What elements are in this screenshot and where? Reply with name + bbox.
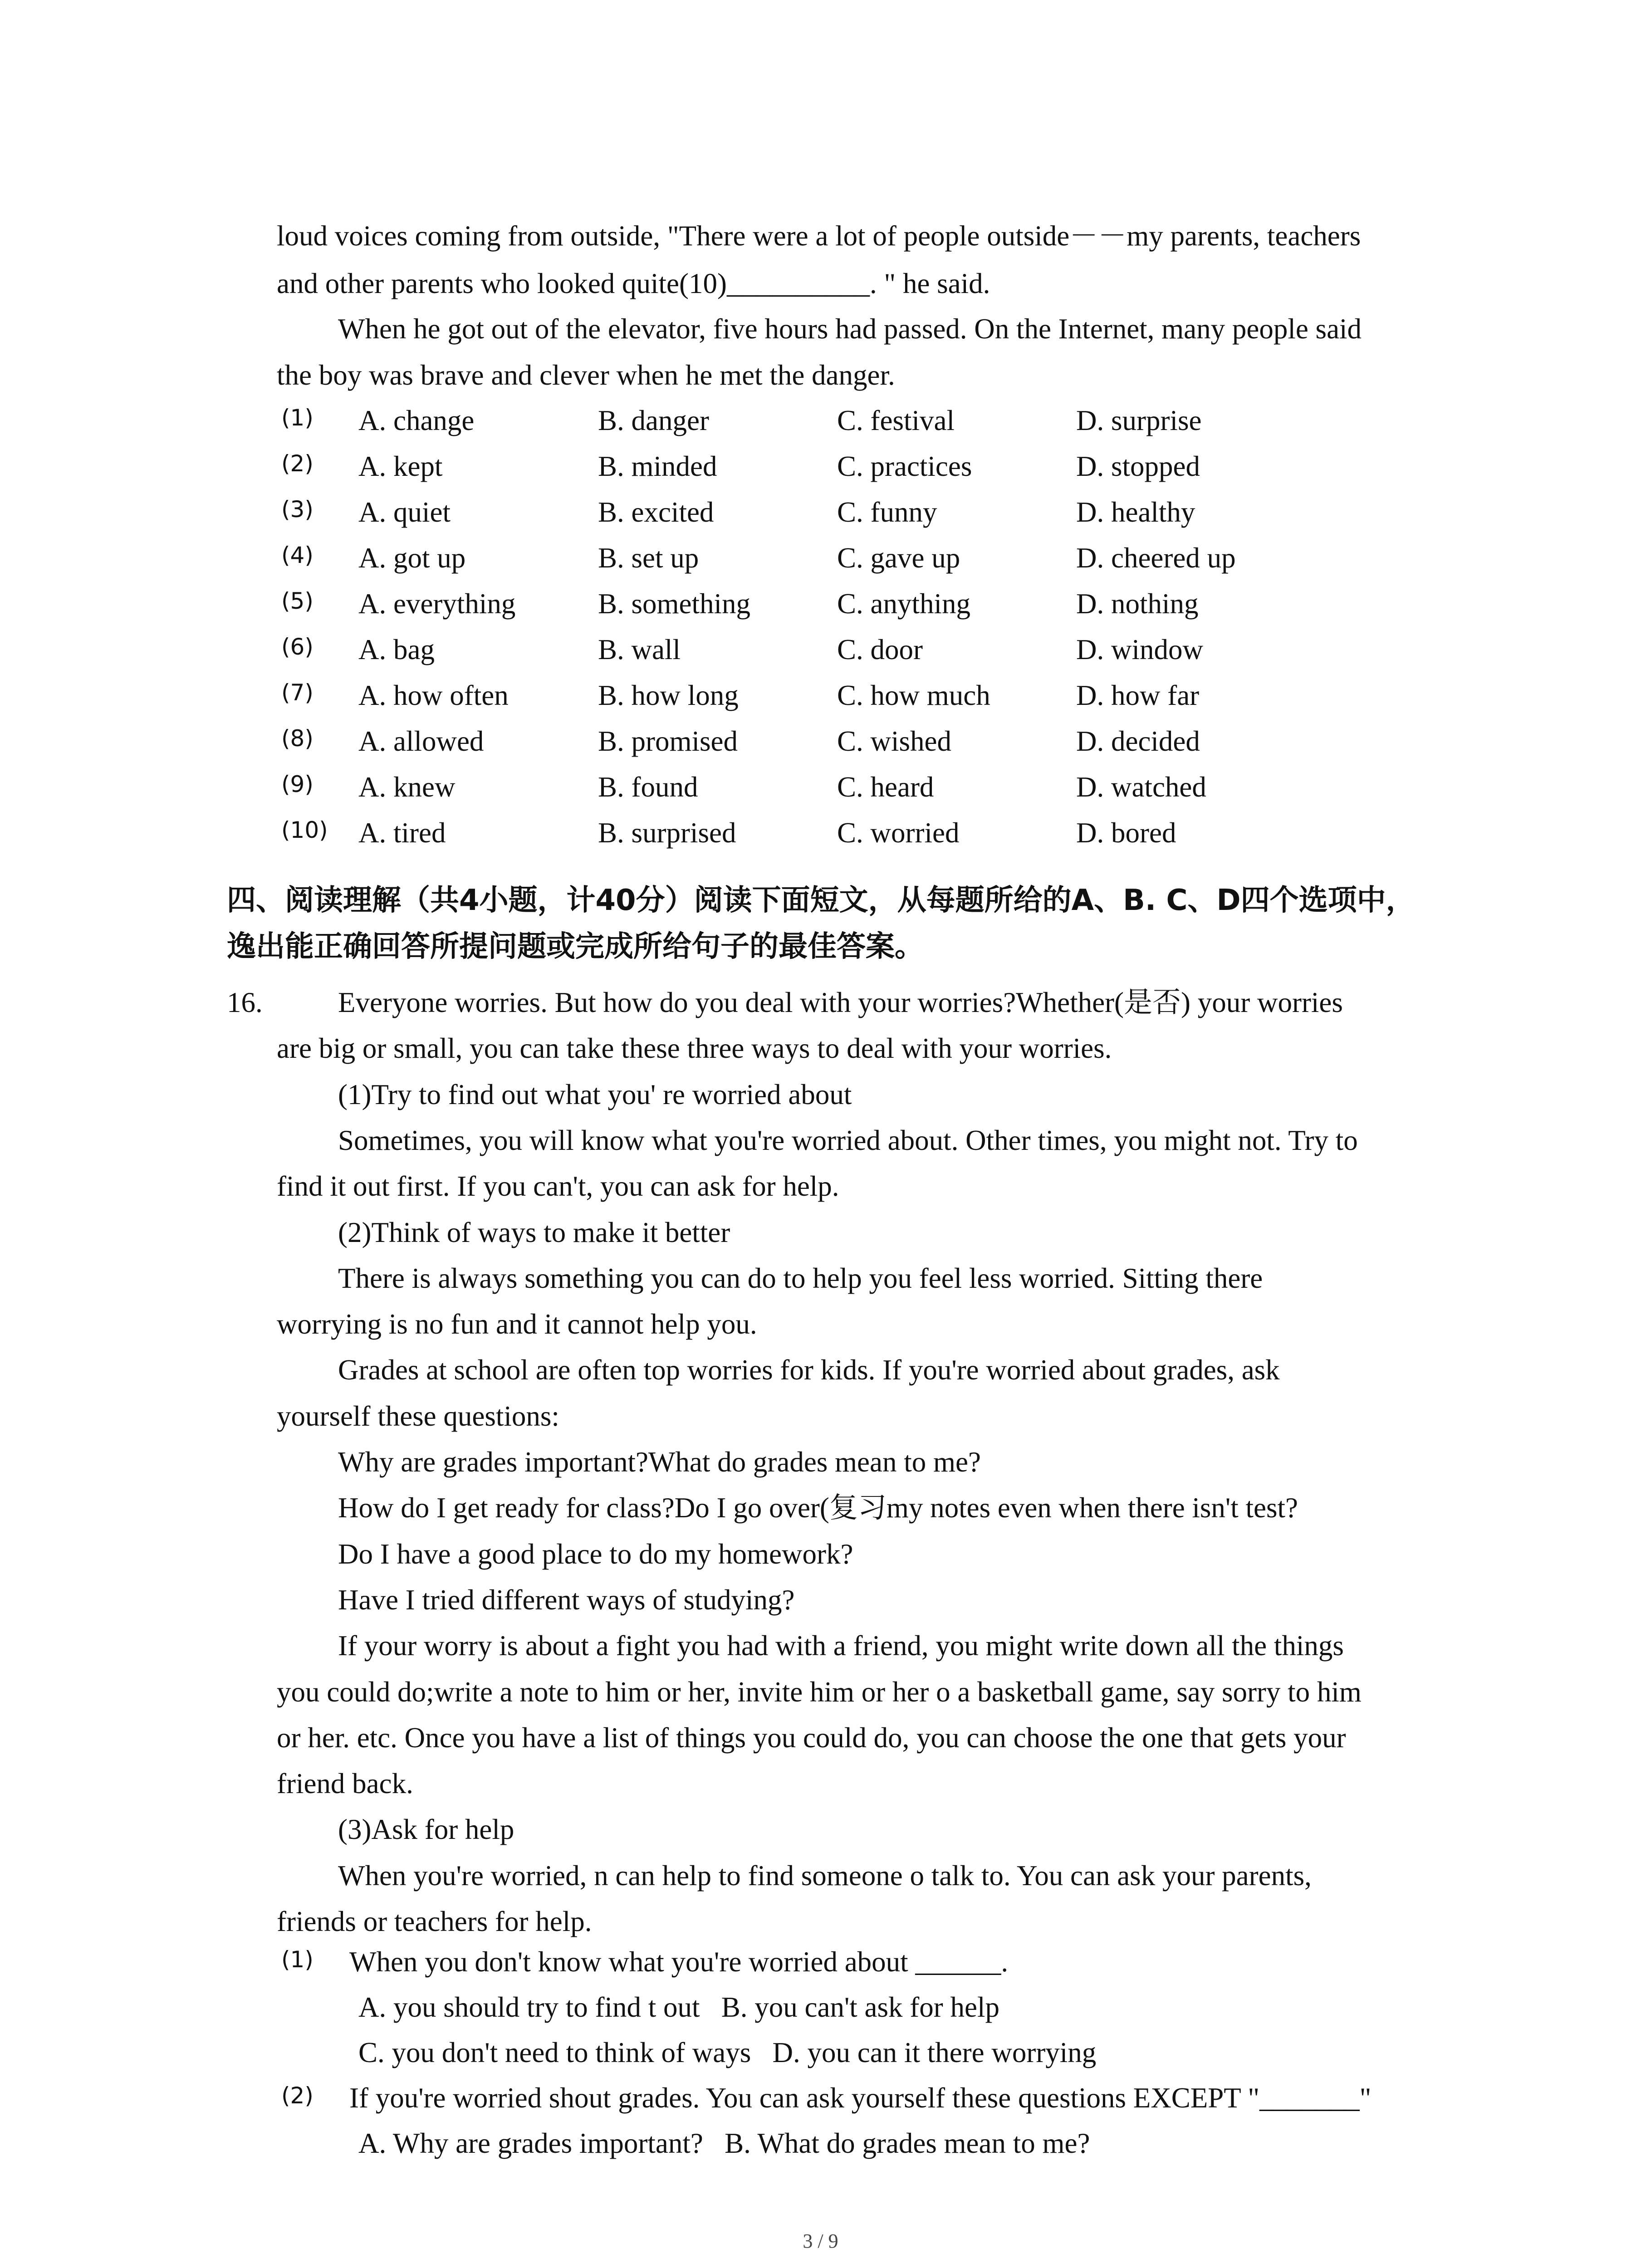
passage-line: the boy was brave and clever when he met the danger. [277,359,895,391]
passage-line: and other parents who looked quite(10)__________. " he said. [277,268,990,299]
cloze-item-number: (3) [281,496,314,523]
cloze-option-row [0,494,1641,530]
passage-line: When you're worried, n can help to find someone o talk to. You can ask your parents, [338,1860,1312,1892]
cloze-option-row [0,402,1641,439]
passage-line: (2)Think of ways to make it better [338,1217,730,1248]
cloze-item-number: (6) [281,634,314,660]
cloze-option-c: C. practices [837,450,972,482]
cloze-item-number: (2) [281,450,314,477]
cloze-option-c: C. door [837,634,923,665]
passage-line: Sometimes, you will know what you're worried about. Other times, you might not. Try to [338,1124,1358,1156]
cloze-option-row [0,769,1641,805]
cloze-option-d: D. how far [1076,679,1200,711]
cloze-option-b: B. minded [598,450,717,482]
passage-line: you could do;write a note to him or her, invite him or her o a basketball game, say sorry to him [277,1676,1362,1708]
passage-line: friend back. [277,1768,413,1799]
cloze-option-a: A. everything [358,588,516,620]
passage-line: worrying is no fun and it cannot help you. [277,1308,757,1340]
cloze-option-a: A. allowed [358,725,484,757]
cloze-option-c: C. worried [837,817,960,849]
cloze-option-a: A. kept [358,450,443,482]
passage-line: There is always something you can do to help you feel less worried. Sitting there [338,1262,1263,1294]
cloze-option-b: B. something [598,588,751,620]
answer-options: A. Why are grades important? B. What do grades mean to me? [358,2127,1090,2159]
passage-line: How do I get ready for class?Do I go over(复习my notes even when there isn't test? [338,1492,1298,1524]
cloze-item-number: (5) [281,588,314,614]
passage-line: Why are grades important?What do grades mean to me? [338,1446,981,1478]
cloze-option-a: A. bag [358,634,435,665]
subquestion-number: (1) [281,1946,314,1973]
cloze-option-a: A. knew [358,771,456,803]
cloze-option-row [0,540,1641,576]
cloze-item-number: (7) [281,679,314,706]
cloze-option-b: B. surprised [598,817,736,849]
cloze-item-number: (8) [281,725,314,752]
subquestion-stem: When you don't know what you're worried about ______. [349,1946,1009,1978]
cloze-option-d: D. healthy [1076,496,1195,528]
cloze-option-b: B. excited [598,496,714,528]
passage-line: Everyone worries. But how do you deal with your worries?Whether(是否) your worries [338,987,1343,1018]
cloze-option-d: D. decided [1076,725,1200,757]
passage-line: Have I tried different ways of studying? [338,1584,795,1616]
cloze-option-c: C. festival [837,405,955,436]
page-number: 3 / 9 [803,2230,838,2252]
cloze-option-b: B. how long [598,679,739,711]
passage-line: If your worry is about a fight you had with a friend, you might write down all the things [338,1630,1344,1662]
passage-line: or her. etc. Once you have a list of things you could do, you can choose the one that gets your [277,1722,1346,1754]
passage-line: yourself these questions: [277,1400,559,1432]
cloze-option-a: A. got up [358,542,466,574]
cloze-option-c: C. anything [837,588,970,620]
section-heading: 四、阅读理解（共4小题，计40分）阅读下面短文，从每题所给的A、B. C、D四个选项中， [227,884,1415,917]
section-heading: 逸出能正确回答所提问题或完成所给句子的最佳答案。 [227,930,924,963]
cloze-option-b: B. found [598,771,698,803]
cloze-option-a: A. change [358,405,475,436]
subquestion-stem: If you're worried shout grades. You can ask yourself these questions EXCEPT "_______" [349,2082,1372,2114]
passage-line: Do I have a good place to do my homework? [338,1538,853,1570]
cloze-option-a: A. how often [358,679,509,711]
cloze-option-d: D. window [1076,634,1203,665]
passage-line: find it out first. If you can't, you can ask for help. [277,1170,839,1202]
cloze-item-number: (4) [281,542,314,568]
cloze-option-row [0,586,1641,622]
passage-line: When he got out of the elevator, five hours had passed. On the Internet, many people said [338,313,1362,345]
question-number: 16. [227,987,263,1018]
cloze-option-c: C. heard [837,771,934,803]
passage-line: (1)Try to find out what you' re worried about [338,1079,852,1110]
cloze-option-d: D. watched [1076,771,1206,803]
cloze-option-row [0,677,1641,714]
cloze-option-c: C. wished [837,725,951,757]
passage-line: friends or teachers for help. [277,1906,592,1937]
cloze-option-d: D. bored [1076,817,1176,849]
cloze-option-c: C. funny [837,496,937,528]
answer-options: A. you should try to find t out B. you can't ask for help [358,1991,999,2023]
cloze-option-row [0,631,1641,668]
cloze-option-row [0,723,1641,759]
passage-line: loud voices coming from outside, "There were a lot of people outside－－my parents, teachers [277,220,1361,252]
subquestion-number: (2) [281,2082,314,2109]
cloze-option-row [0,815,1641,851]
cloze-option-b: B. wall [598,634,681,665]
answer-options: C. you don't need to think of ways D. you can it there worrying [358,2037,1097,2068]
cloze-option-d: D. stopped [1076,450,1200,482]
cloze-option-b: B. danger [598,405,709,436]
cloze-option-b: B. promised [598,725,738,757]
cloze-option-c: C. how much [837,679,990,711]
cloze-option-c: C. gave up [837,542,960,574]
cloze-option-a: A. quiet [358,496,451,528]
cloze-option-b: B. set up [598,542,699,574]
cloze-option-row [0,448,1641,484]
cloze-item-number: (1) [281,405,314,431]
cloze-option-d: D. cheered up [1076,542,1236,574]
cloze-option-d: D. surprise [1076,405,1202,436]
cloze-option-a: A. tired [358,817,446,849]
passage-line: Grades at school are often top worries for kids. If you're worried about grades, ask [338,1354,1280,1386]
passage-line: (3)Ask for help [338,1813,514,1845]
passage-line: are big or small, you can take these three ways to deal with your worries. [277,1032,1112,1064]
cloze-item-number: (9) [281,771,314,797]
cloze-item-number: (10) [281,817,328,843]
cloze-option-d: D. nothing [1076,588,1199,620]
